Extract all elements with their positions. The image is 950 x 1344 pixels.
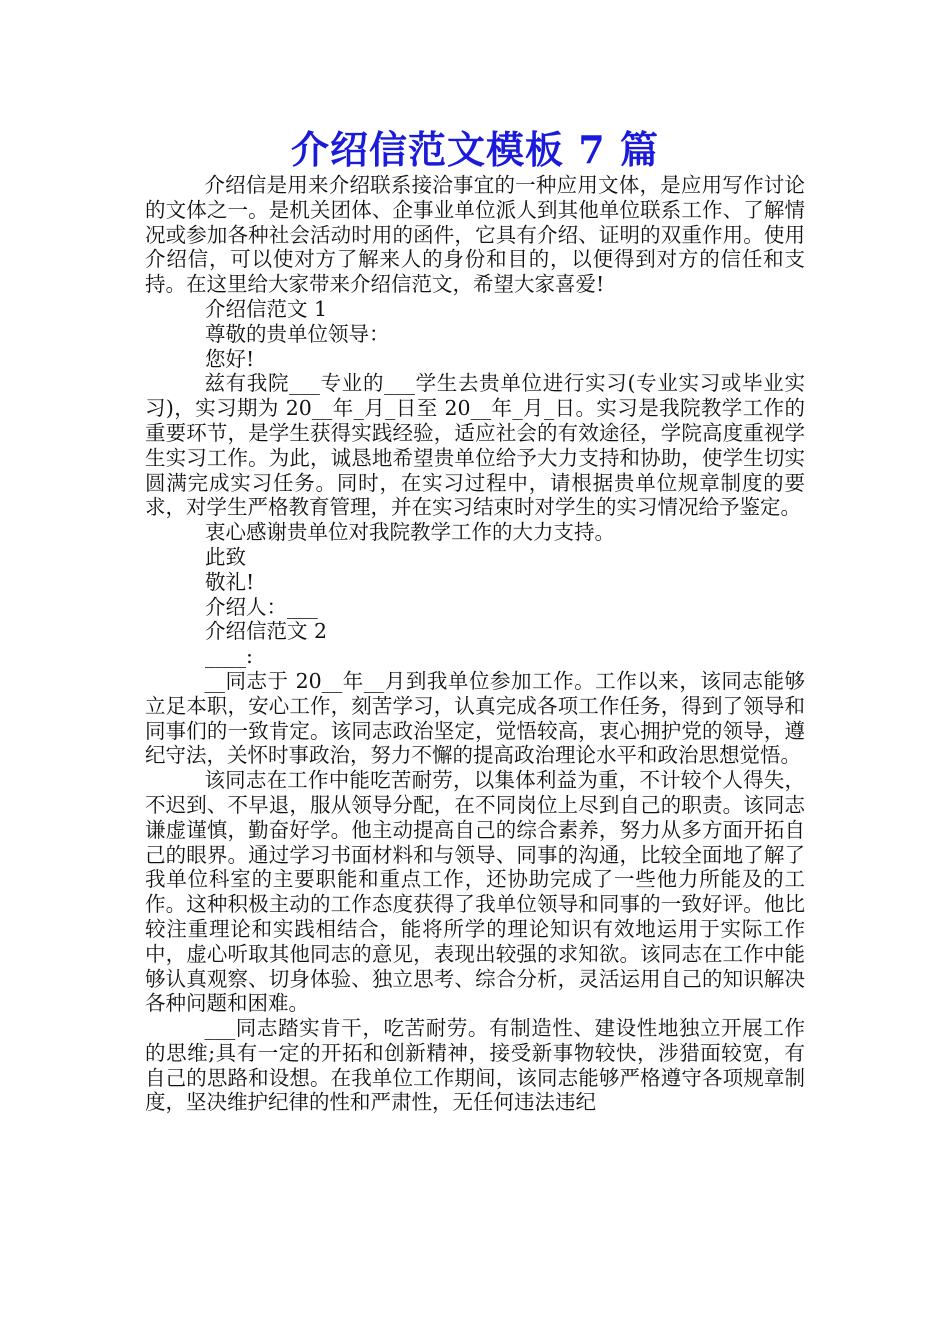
intro-paragraph: 介绍信是用来介绍联系接洽事宜的一种应用文体，是应用写作讨论的文体之一。是机关团体、企事业单位派人到其他单位联系工作、了解情况或参加各种社会活动时用的函件，它具有介绍、证明的双重作用。使用介绍信，可以使对方了解来人的身份和目的，以便得到对方的信任和支持。在这里给大家带来介绍信范文，希望大家喜爱!	[145, 173, 805, 297]
document-title: 介绍信范文模板 7 篇	[291, 127, 659, 172]
sample2-paragraph-3: ___同志踏实肯干，吃苦耐劳。有制造性、建设性地独立开展工作的思维;具有一定的开拓和创新精神，接受新事物较快，涉猎面较宽，有自己的思路和设想。在我单位工作期间，该同志能够严格遵守各项规章制度，坚决维护纪律的性和严肃性，无任何违法违纪	[145, 1016, 805, 1115]
sample2-heading: 介绍信范文 2	[205, 619, 328, 644]
sample2-salutation: ____:	[205, 644, 253, 669]
sample1-signer: 介绍人：___	[205, 594, 318, 619]
sample1-salutation: 尊敬的贵单位领导：	[205, 321, 390, 346]
sample2-paragraph-1: __同志于 20__年__月到我单位参加工作。工作以来，该同志能够立足本职，安心工作，刻苦学习，认真完成各项工作任务，得到了领导和同事们的一致肯定。该同志政治坚定，觉悟较高，衷心拥护党的领导，遵纪守法，关怀时事政治，努力不懈的提高政治理论水平和政治思想觉悟。	[145, 668, 805, 768]
sample1-closing-2: 敬礼!	[205, 569, 255, 594]
sample1-thanks: 衷心感谢贵单位对我院教学工作的大力支持。	[205, 520, 615, 545]
sample1-body: 兹有我院___专业的___学生去贵单位进行实习(专业实习或毕业实习)，实习期为 20__年_月_日至 20__年_月_日。实习是我院教学工作的重要环节，是学生获得实践经验，适应社会的有效途径，学院高度重视学生实习工作。为此，诚恳地希望贵单位给予大力支持和协助，使学生切实圆满完成实习任务。同时，在实习过程中，请根据贵单位规章制度的要求，对学生严格教育管理，并在实习结束时对学生的实习情况给予鉴定。	[145, 371, 805, 520]
sample1-closing-1: 此致	[205, 544, 246, 569]
sample1-heading: 介绍信范文 1	[205, 296, 328, 321]
sample1-greeting: 您好!	[205, 346, 255, 371]
sample2-paragraph-2: 该同志在工作中能吃苦耐劳，以集体利益为重，不计较个人得失，不迟到、不早退，服从领导分配，在不同岗位上尽到自己的职责。该同志谦虚谨慎，勤奋好学。他主动提高自己的综合素养，努力从多方面开拓自己的眼界。通过学习书面材料和与领导、同事的沟通，比较全面地了解了我单位科室的主要职能和重点工作，还协助完成了一些他力所能及的工作。这种积极主动的工作态度获得了我单位领导和同事的一致好评。他比较注重理论和实践相结合，能将所学的理论知识有效地运用于实际工作中，虚心听取其他同志的意见，表现出较强的求知欲。该同志在工作中能够认真观察、切身体验、独立思考、综合分析，灵活运用自己的知识解决各种问题和困难。	[145, 768, 805, 1016]
document-body	[145, 173, 805, 1115]
